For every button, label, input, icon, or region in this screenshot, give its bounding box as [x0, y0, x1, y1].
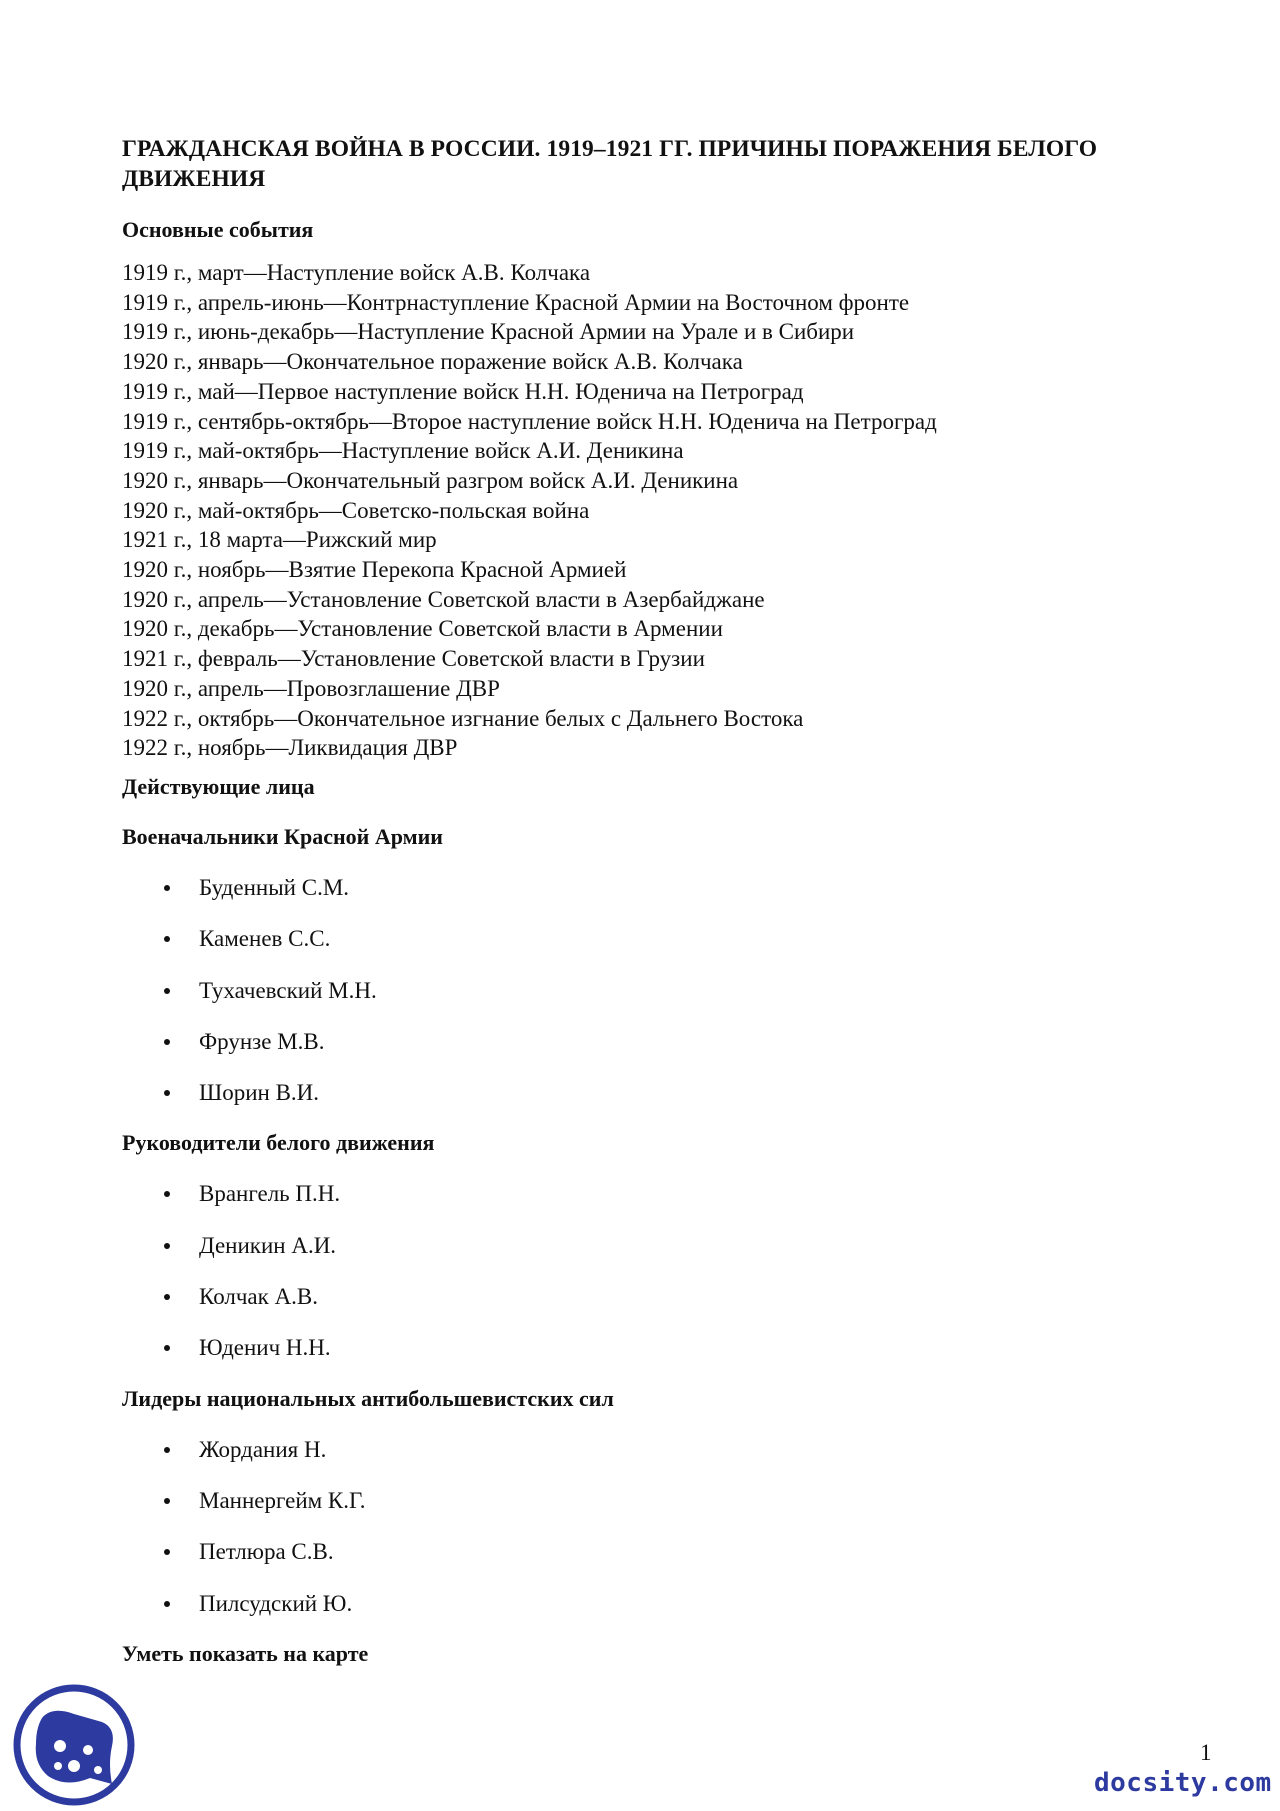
white-movement-list — [122, 1179, 1212, 1362]
bullet-icon — [164, 1549, 170, 1555]
white-movement-heading: Руководители белого движения — [122, 1130, 435, 1156]
event-item: 1922 г., октябрь—Окончательное изгнание белых с Дальнего Востока — [122, 705, 804, 731]
event-item: 1921 г., 18 марта—Рижский мир — [122, 527, 437, 553]
event-item: 1920 г., декабрь—Установление Советской власти в Армении — [122, 616, 723, 642]
event-item: 1919 г., май-октябрь—Наступление войск А.И. Деникина — [122, 438, 684, 464]
list-item — [122, 873, 1212, 902]
list-item — [122, 1435, 1212, 1464]
page-title: ГРАЖДАНСКАЯ ВОЙНА В РОССИИ. 1919–1921 ГГ. ПРИЧИНЫ ПОРАЖЕНИЯ БЕЛОГО ДВИЖЕНИЯ — [122, 136, 1098, 192]
event-item: 1920 г., май-октябрь—Советско-польская война — [122, 497, 590, 523]
bullet-icon — [164, 1498, 170, 1504]
docsity-brand-link[interactable]: docsity.com — [1094, 1768, 1272, 1798]
bullet-icon — [164, 1039, 170, 1045]
person-name: Тухачевский М.Н. — [199, 977, 377, 1003]
event-item: 1920 г., апрель—Провозглашение ДВР — [122, 675, 500, 701]
bullet-icon — [164, 1294, 170, 1300]
person-name: Пилсудский Ю. — [199, 1590, 353, 1616]
list-item — [122, 1537, 1212, 1566]
person-name: Шорин В.И. — [199, 1080, 320, 1106]
bullet-icon — [164, 988, 170, 994]
bullet-icon — [164, 885, 170, 891]
red-army-list — [122, 873, 1212, 1107]
event-item: 1920 г., апрель—Установление Советской власти в Азербайджане — [122, 586, 765, 612]
person-name: Каменев С.С. — [199, 926, 331, 952]
page-number: 1 — [1200, 1740, 1212, 1765]
person-name: Петлюра С.В. — [199, 1539, 334, 1565]
actors-heading: Действующие лица — [122, 773, 315, 799]
list-item — [122, 1179, 1212, 1208]
bullet-icon — [164, 1447, 170, 1453]
event-item: 1920 г., январь—Окончательное поражение войск А.В. Колчака — [122, 349, 743, 375]
events-list — [122, 258, 1212, 763]
list-item — [122, 1486, 1212, 1515]
bullet-icon — [164, 1345, 170, 1351]
person-name: Колчак А.В. — [199, 1284, 319, 1310]
bullet-icon — [164, 936, 170, 942]
map-heading: Уметь показать на карте — [122, 1640, 369, 1666]
person-name: Фрунзе М.В. — [199, 1028, 325, 1054]
event-item: 1921 г., февраль—Установление Советской власти в Грузии — [122, 646, 705, 672]
docsity-logo-icon[interactable] — [12, 1684, 136, 1806]
bullet-icon — [164, 1191, 170, 1197]
event-item: 1919 г., сентябрь-октябрь—Второе наступление войск Н.Н. Юденича на Петроград — [122, 408, 937, 434]
event-item: 1919 г., апрель-июнь—Контрнаступление Красной Армии на Восточном фронте — [122, 289, 910, 315]
person-name: Врангель П.Н. — [199, 1181, 341, 1207]
list-item — [122, 924, 1212, 953]
event-item: 1919 г., март—Наступление войск А.В. Колчака — [122, 260, 591, 285]
event-item: 1920 г., январь—Окончательный разгром войск А.И. Деникина — [122, 467, 739, 493]
event-item: 1919 г., июнь-декабрь—Наступление Красной Армии на Урале и в Сибири — [122, 319, 855, 345]
event-item: 1922 г., ноябрь—Ликвидация ДВР — [122, 735, 458, 761]
event-item: 1919 г., май—Первое наступление войск Н.Н. Юденича на Петроград — [122, 378, 804, 404]
list-item — [122, 1078, 1212, 1107]
document-page — [122, 134, 1212, 1668]
person-name: Буденный С.М. — [199, 874, 350, 900]
event-item: 1920 г., ноябрь—Взятие Перекопа Красной Армией — [122, 557, 627, 583]
bullet-icon — [164, 1090, 170, 1096]
list-item — [122, 1333, 1212, 1362]
list-item — [122, 1231, 1212, 1260]
person-name: Жордания Н. — [199, 1436, 327, 1462]
bullet-icon — [164, 1601, 170, 1607]
red-army-heading: Военачальники Красной Армии — [122, 823, 443, 849]
list-item — [122, 976, 1212, 1005]
national-leaders-list — [122, 1435, 1212, 1618]
person-name: Деникин А.И. — [199, 1232, 337, 1258]
list-item — [122, 1282, 1212, 1311]
national-leaders-heading: Лидеры национальных антибольшевистских сил — [122, 1385, 614, 1411]
events-heading: Основные события — [122, 217, 314, 242]
list-item — [122, 1589, 1212, 1618]
list-item — [122, 1027, 1212, 1056]
person-name: Юденич Н.Н. — [199, 1335, 331, 1361]
bullet-icon — [164, 1243, 170, 1249]
person-name: Маннергейм К.Г. — [199, 1487, 366, 1513]
